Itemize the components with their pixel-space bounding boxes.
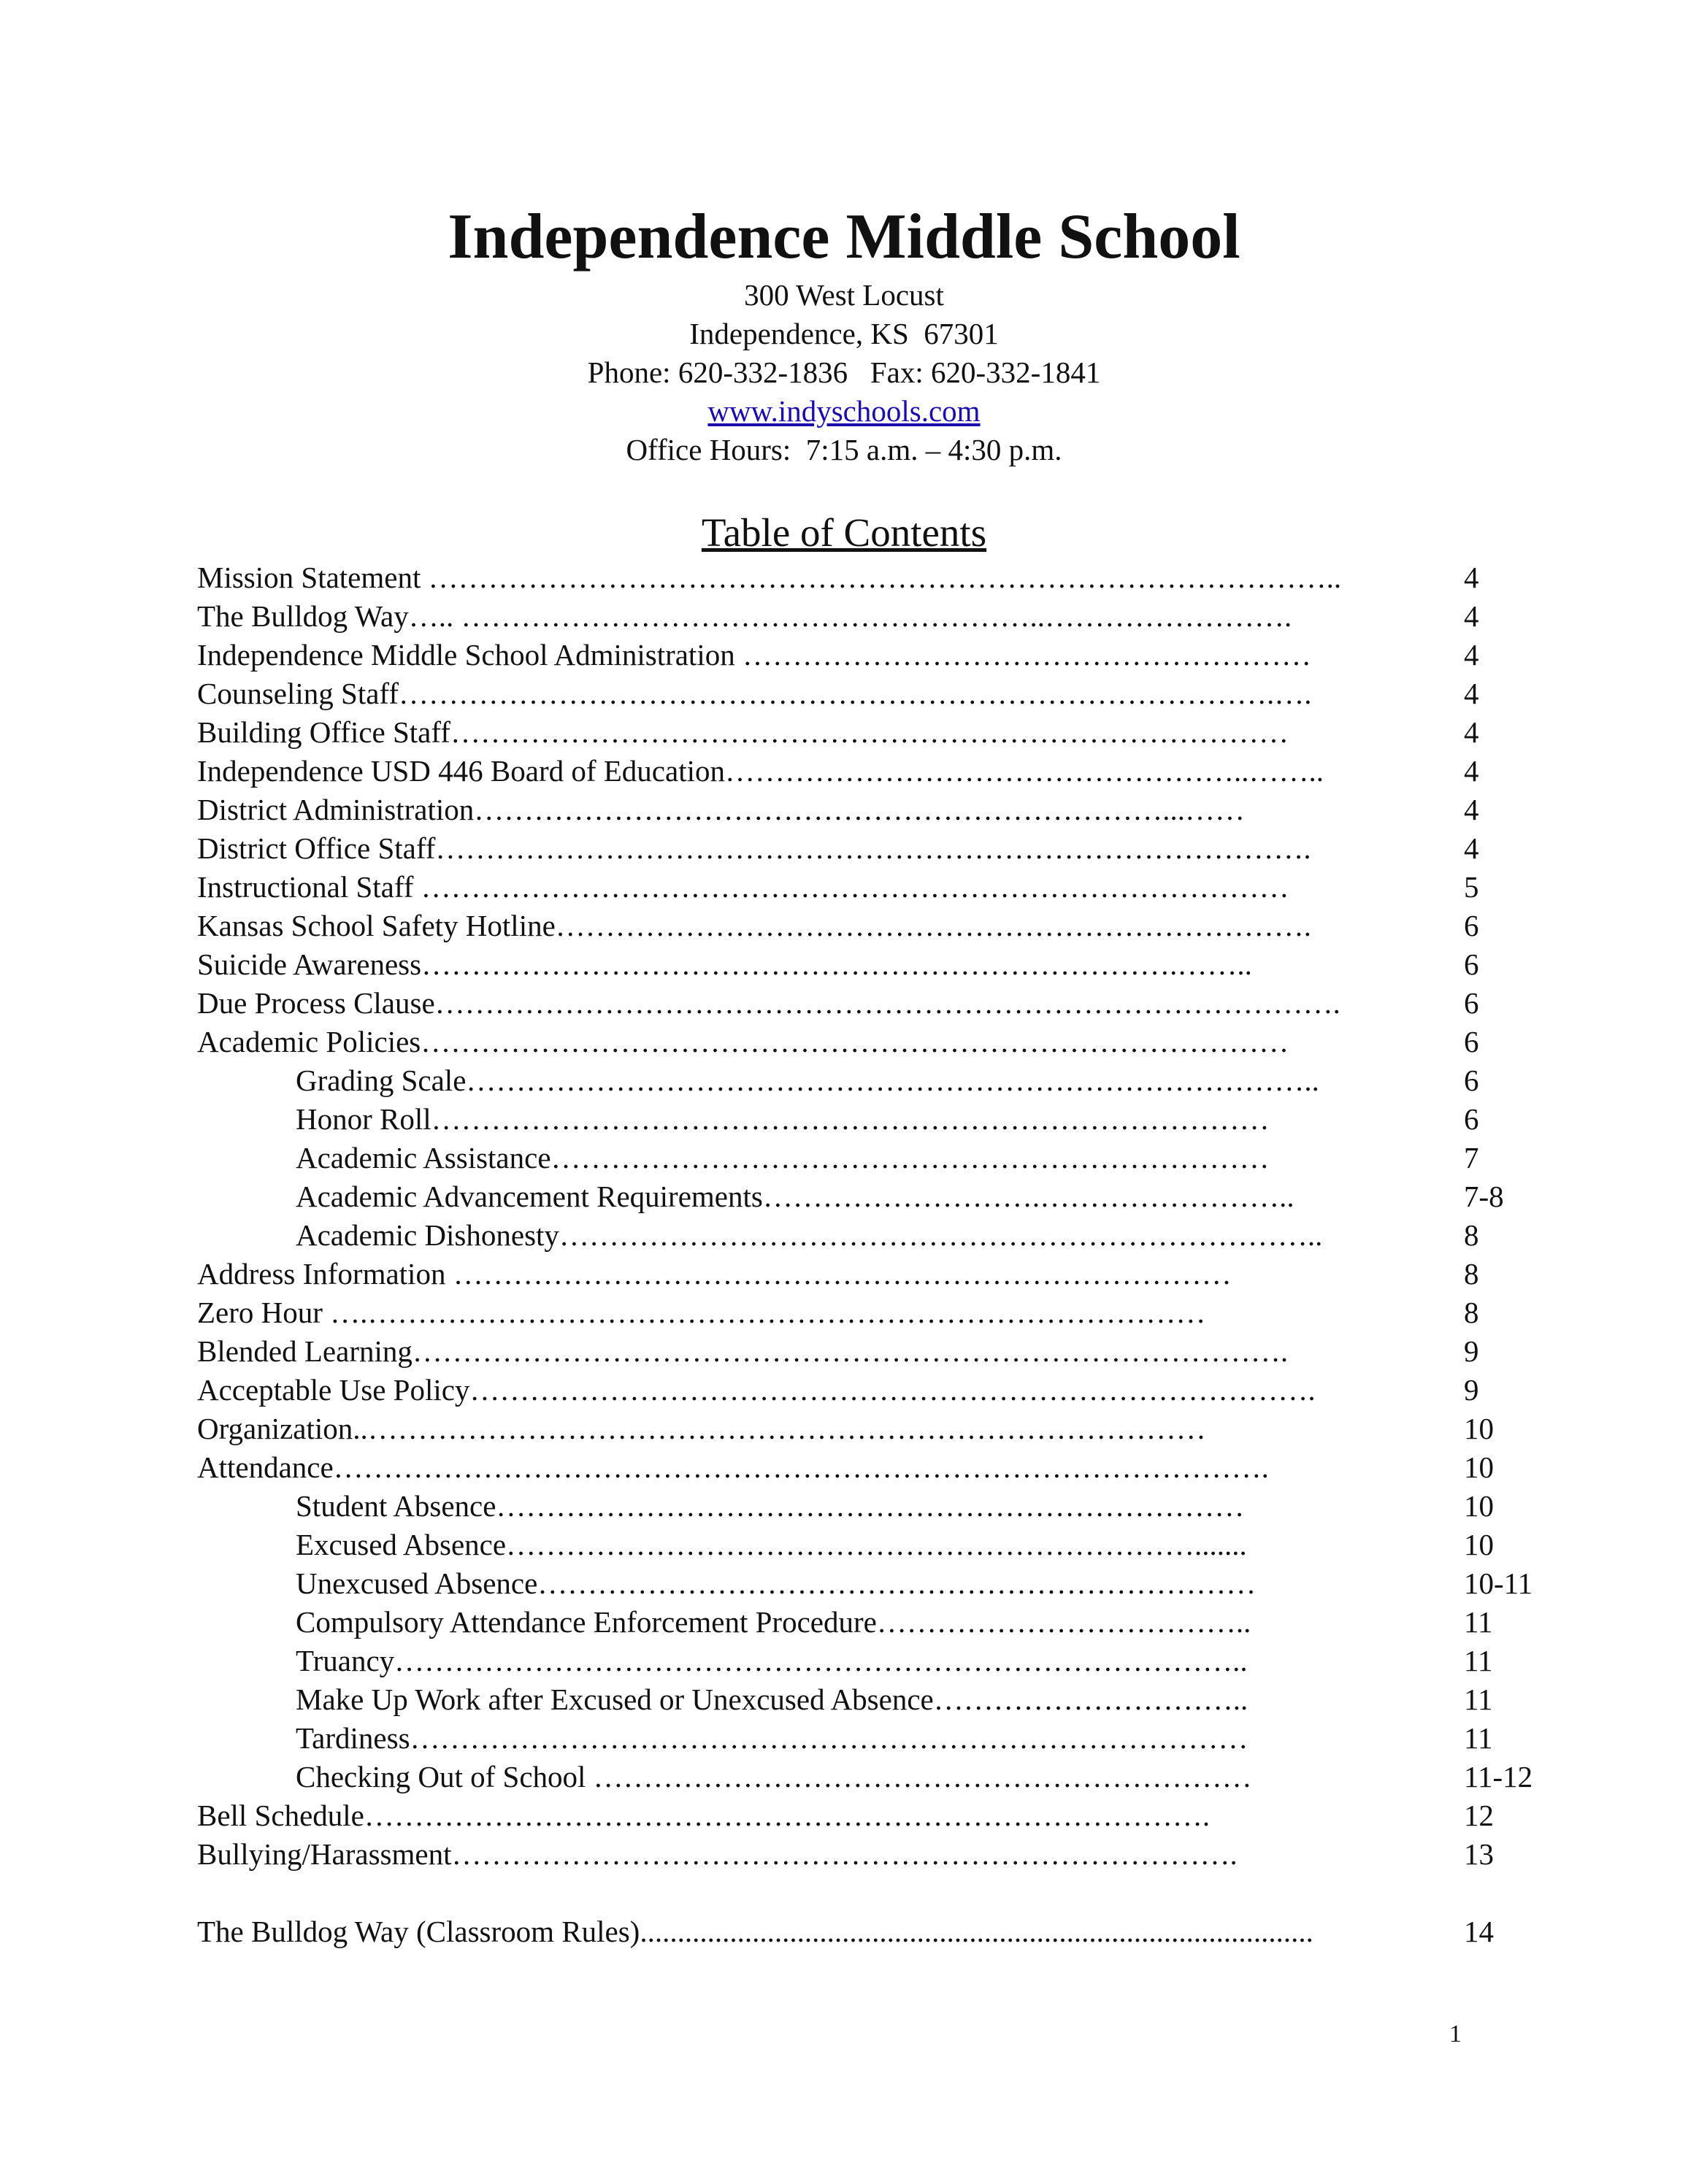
city-state-zip: Independence, KS 67301 [689,317,999,350]
toc-entry[interactable] [197,1448,1584,1487]
toc-entry-page: 11 [1464,1721,1493,1755]
toc-entry[interactable] [197,1912,1584,1951]
toc-entry-page: 10 [1464,1528,1494,1561]
toc-entry[interactable] [197,713,1584,752]
toc-entry-page: 8 [1464,1296,1479,1329]
toc-entry-page: 9 [1464,1334,1479,1368]
toc-entry-label: Academic Dishonesty………………………………………………………………….. [296,1218,1323,1252]
toc-entry-label: Grading Scale………………………………………………………………………….. [296,1064,1319,1097]
toc-entry-page: 7 [1464,1141,1479,1174]
toc-entry-label: Academic Assistance……………………………………………………………… [296,1141,1270,1174]
toc-entry[interactable] [197,791,1584,829]
toc-entry-page: 8 [1464,1218,1479,1252]
toc-entry-label: Kansas School Safety Hotline…………………………………………………………………. [197,909,1312,942]
toc-entry[interactable] [197,907,1584,945]
toc-entry-page: 6 [1464,1025,1479,1058]
toc-entry[interactable] [197,1023,1584,1061]
toc-entry-label: Truancy………………………………………………………………………….. [296,1644,1248,1677]
toc-entry-label: Zero Hour ….………………………………………………………………………… [197,1296,1206,1329]
toc-entry-label: Checking Out of School ………………………………………………………… [296,1760,1252,1793]
toc-entry[interactable] [197,1255,1584,1293]
toc-entry-page: 13 [1464,1837,1494,1871]
toc-entry-page: 6 [1464,1064,1479,1097]
toc-entry-label: Attendance…………………………………………………………………………………. [197,1450,1269,1484]
toc-entry-page: 11 [1464,1605,1493,1639]
toc-entry-page: 4 [1464,754,1479,788]
toc-entry[interactable] [197,752,1584,791]
toc-entry-page: 5 [1464,870,1479,904]
toc-entry-page: 14 [1464,1915,1494,1948]
school-address-block [0,276,1688,469]
toc-entry-label: Independence Middle School Administration ………………………………………………… [197,638,1311,672]
toc-entry-label: Bullying/Harassment……………………………………………………………………. [197,1837,1238,1871]
toc-entry-label: Student Absence………………………………………………………………… [296,1489,1245,1523]
toc-entry-label: Suicide Awareness………………………………………………………………….…….. [197,947,1252,981]
toc-entry[interactable] [197,1487,1584,1526]
toc-entry[interactable] [197,558,1584,597]
toc-entry-label: Blended Learning……………………………………………………………………………. [197,1334,1289,1368]
toc-entry-page: 10 [1464,1489,1494,1523]
toc-entry-page: 12 [1464,1799,1494,1832]
toc-entry-page: 4 [1464,638,1479,672]
toc-entry-page: 10 [1464,1450,1494,1484]
toc-entry-page: 6 [1464,947,1479,981]
toc-entry[interactable] [197,945,1584,984]
page-number: 1 [1449,2020,1462,2048]
toc-entry[interactable] [197,829,1584,868]
toc-entry[interactable] [197,1061,1584,1100]
street-address: 300 West Locust [744,278,944,312]
toc-entry[interactable] [197,1796,1584,1835]
toc-entry-page: 11 [1464,1683,1493,1716]
toc-entry-page: 6 [1464,986,1479,1020]
website-link[interactable]: www.indyschools.com [707,394,981,428]
toc-entry-label: Make Up Work after Excused or Unexcused Absence………………………….. [296,1683,1248,1716]
toc-entry-label: Mission Statement ……………………………………………………………………………….. [197,561,1342,594]
toc-entry[interactable] [197,597,1584,636]
toc-entry-label: Building Office Staff………………………………………………………………………… [197,715,1289,749]
toc-entry-page: 6 [1464,909,1479,942]
toc-entry-page: 6 [1464,1102,1479,1136]
table-of-contents [197,558,1584,1951]
office-hours: Office Hours: 7:15 a.m. – 4:30 p.m. [626,433,1062,466]
toc-entry-page: 4 [1464,561,1479,594]
toc-entry-label: Acceptable Use Policy…………………………………………………………………………. [197,1373,1316,1407]
toc-entry-page: 11-12 [1464,1760,1533,1793]
toc-entry-label: Due Process Clause………………………………………………………………………………. [197,986,1340,1020]
toc-entry[interactable] [197,1719,1584,1758]
toc-entry-page: 4 [1464,677,1479,710]
toc-entry[interactable] [197,1526,1584,1564]
toc-entry-label: Honor Roll………………………………………………………………………… [296,1102,1270,1136]
toc-entry-page: 8 [1464,1257,1479,1291]
toc-entry-page: 11 [1464,1644,1493,1677]
toc-entry-label: District Administration……………………………………………………………...…… [197,793,1245,826]
toc-entry-page: 4 [1464,831,1479,865]
toc-entry-label: Academic Advancement Requirements……………………….…………………….. [296,1180,1294,1213]
toc-entry[interactable] [197,1758,1584,1796]
toc-entry-label: Excused Absence……………………………………………………………....... [296,1528,1247,1561]
toc-entry-label: Unexcused Absence……………………………………………………………… [296,1566,1257,1600]
toc-entry[interactable] [197,1410,1584,1448]
toc-entry-label: Bell Schedule…………………………………………………………………………. [197,1799,1211,1832]
toc-entry-label: The Bulldog Way (Classroom Rules).......................................................................................... [197,1915,1313,1948]
toc-entry[interactable] [197,1293,1584,1332]
toc-entry[interactable] [197,1835,1584,1874]
toc-entry-page: 9 [1464,1373,1479,1407]
toc-entry[interactable] [197,1642,1584,1680]
school-name-title: Independence Middle School [448,201,1240,272]
toc-entry-page: 4 [1464,715,1479,749]
toc-entry[interactable] [197,1216,1584,1255]
toc-entry-label: Organization..………………………………………………………………………… [197,1412,1206,1445]
toc-entry-label: Independence USD 446 Board of Education……………………………………………..…….. [197,754,1324,788]
toc-entry[interactable] [197,1100,1584,1139]
toc-entry[interactable] [197,674,1584,713]
toc-entry-label: Tardiness………………………………………………………………………… [296,1721,1248,1755]
toc-entry-page: 10 [1464,1412,1494,1445]
toc-entry-page: 4 [1464,793,1479,826]
toc-entry[interactable] [197,1603,1584,1642]
toc-entry[interactable] [197,1564,1584,1603]
toc-entry-label: Instructional Staff …………………………………………………………………………… [197,870,1289,904]
toc-entry[interactable] [197,984,1584,1023]
toc-entry[interactable] [197,636,1584,674]
toc-entry[interactable] [197,1371,1584,1410]
toc-entry-label: Compulsory Attendance Enforcement Procedure……………………………….. [296,1605,1251,1639]
phone-fax: Phone: 620-332-1836 Fax: 620-332-1841 [587,355,1101,389]
toc-entry[interactable] [197,868,1584,907]
toc-entry-page: 7-8 [1464,1180,1504,1213]
toc-entry-label: Address Information …………………………………………………………………… [197,1257,1232,1291]
toc-entry[interactable] [197,1177,1584,1216]
toc-entry[interactable] [197,1139,1584,1177]
toc-entry-label: The Bulldog Way….. …………………………………………………..……………………. [197,599,1292,633]
toc-entry-label: District Office Staff……………………………………………………………………………. [197,831,1311,865]
toc-entry-label: Academic Policies…………………………………………………………………………… [197,1025,1289,1058]
toc-entry-page: 4 [1464,599,1479,633]
toc-entry[interactable] [197,1680,1584,1719]
toc-heading: Table of Contents [701,510,987,555]
toc-entry[interactable] [197,1332,1584,1371]
toc-entry-label: Counseling Staff…………………………………………………………………………….…. [197,677,1312,710]
toc-entry-page: 10-11 [1464,1566,1533,1600]
